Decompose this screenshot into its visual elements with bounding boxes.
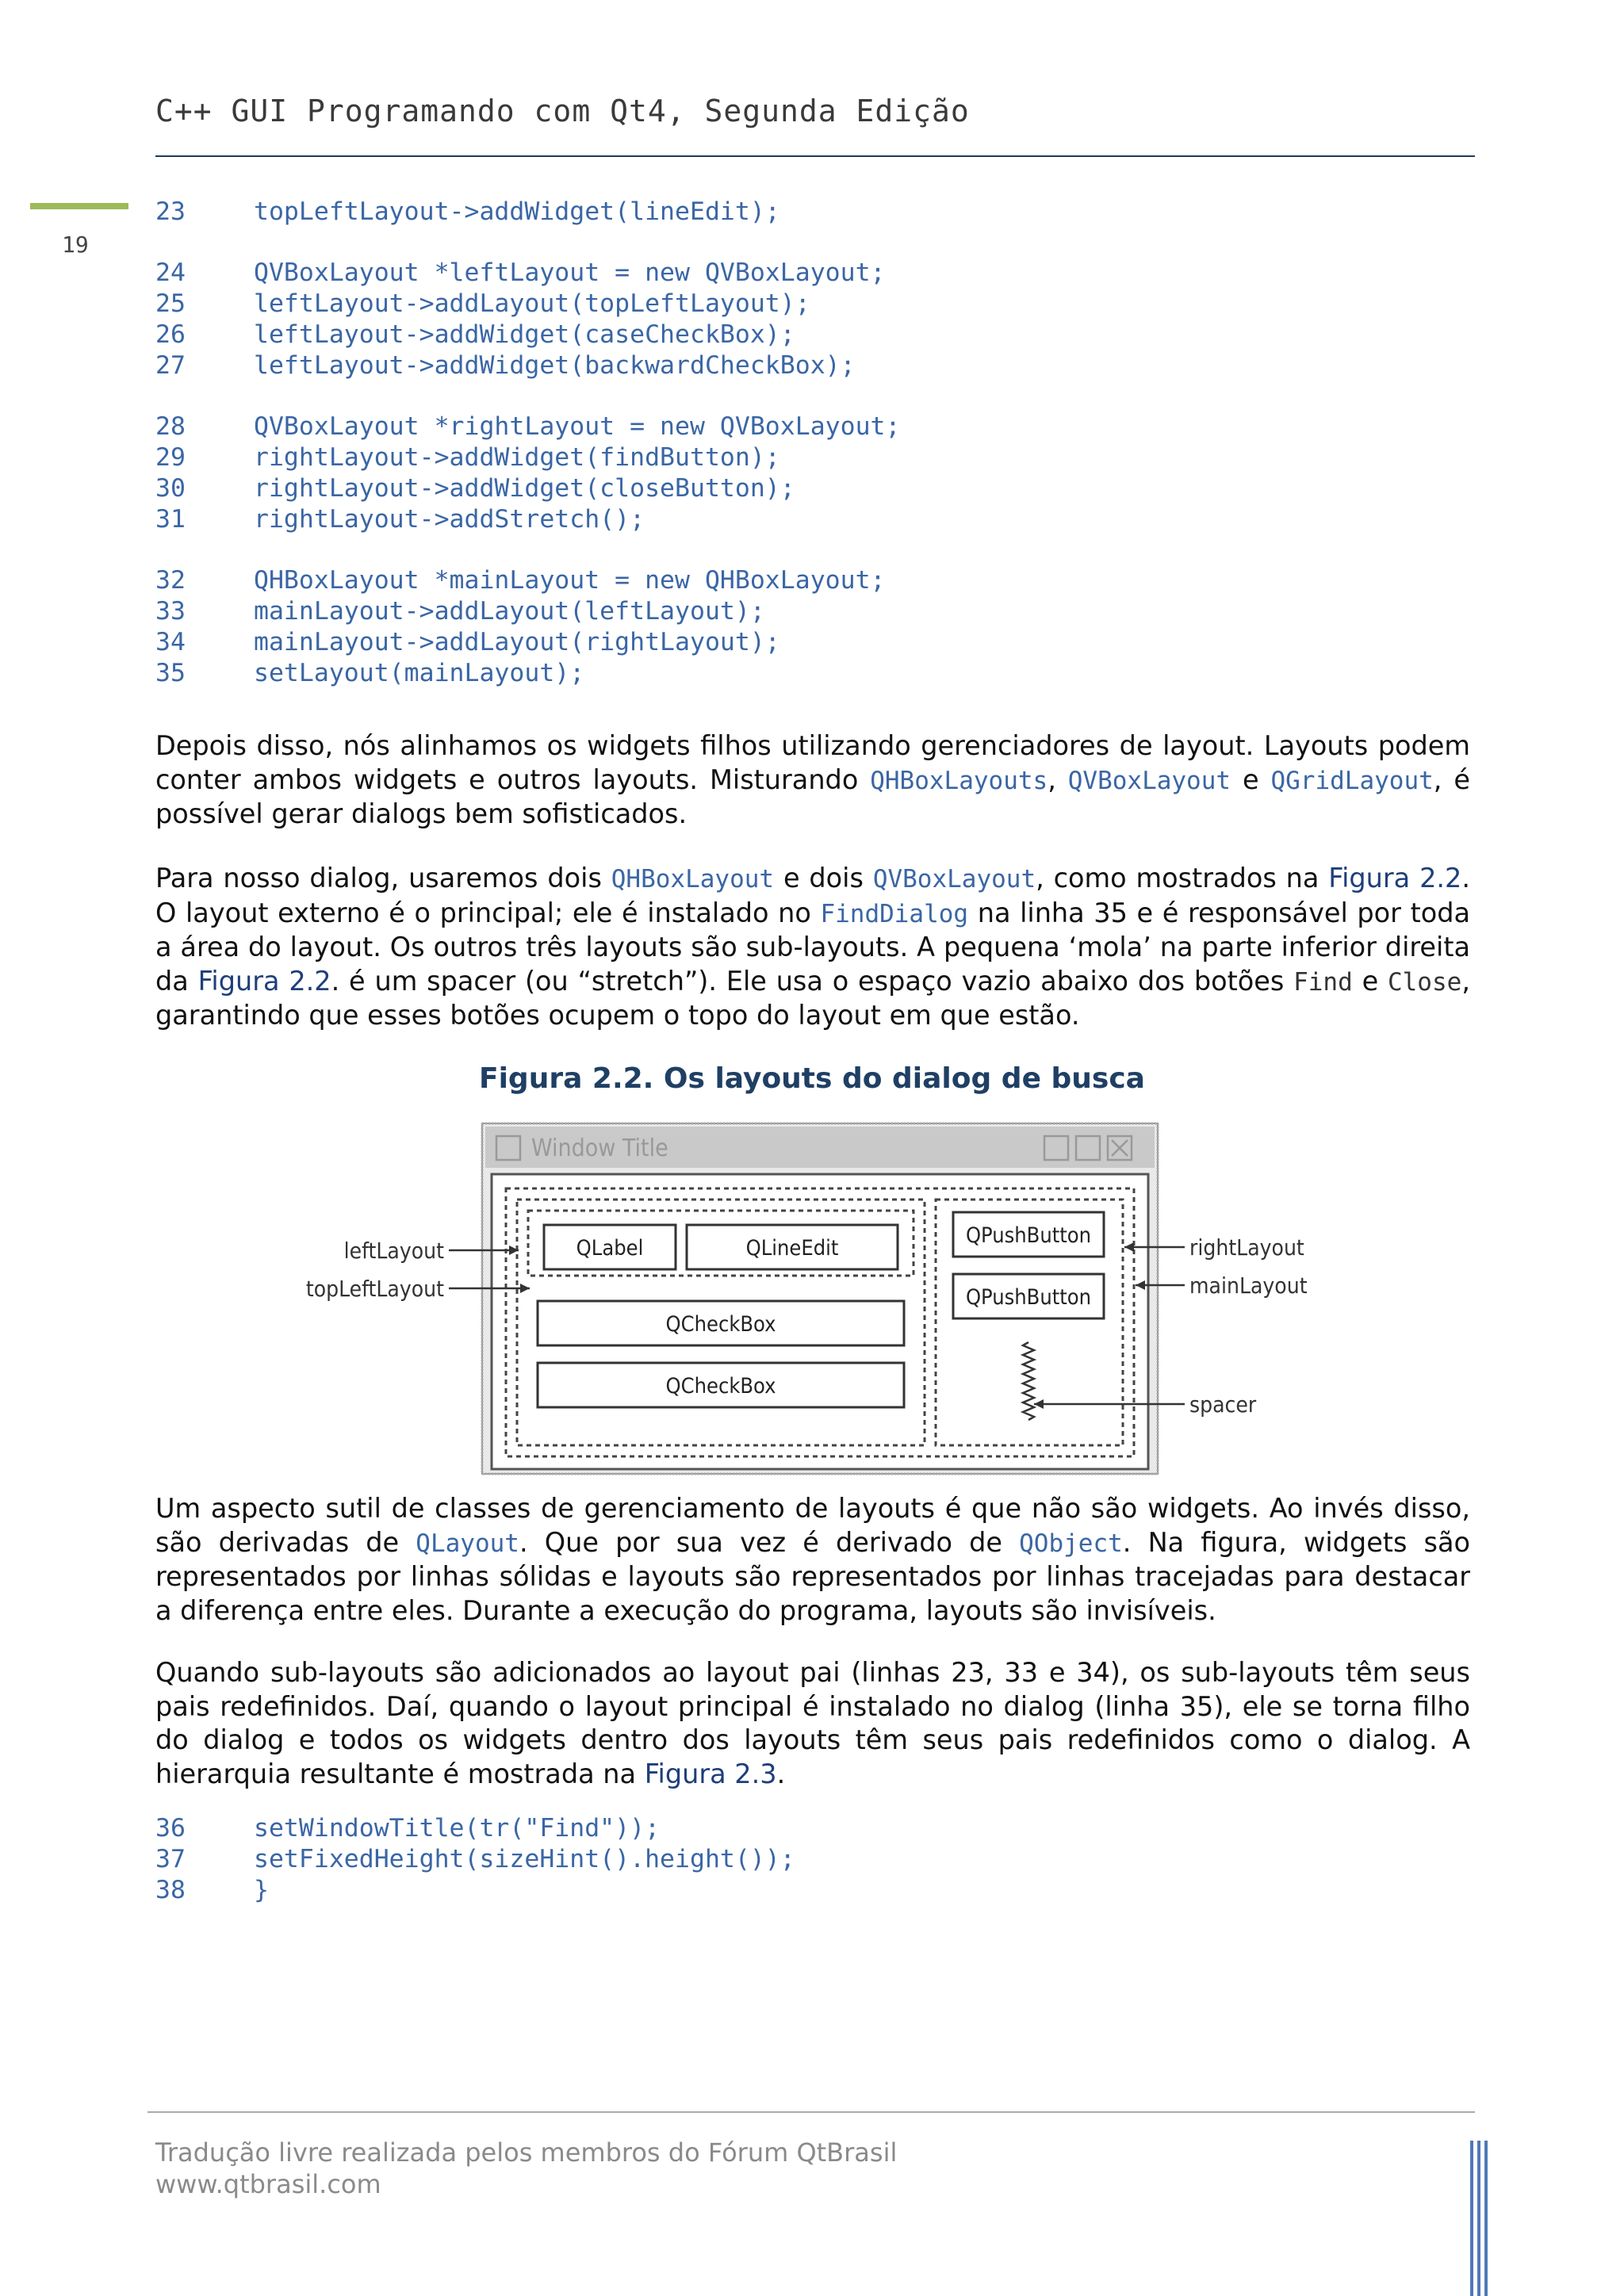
code-line-text: }	[254, 1876, 269, 1904]
qpushbutton-text-1: QPushButton	[965, 1223, 1092, 1248]
code-line	[155, 1844, 795, 1875]
code-line-text: setFixedHeight(sizeHint().height());	[254, 1845, 795, 1873]
inline-code: Close	[1387, 967, 1462, 997]
layout-diagram-figure	[285, 1114, 1332, 1479]
code-line-text: QVBoxLayout *leftLayout = new QVBoxLayout;	[254, 258, 886, 287]
footer-website[interactable]: www.qtbrasil.com	[155, 2169, 381, 2199]
code-line	[155, 289, 900, 320]
text-run: . O layout externo é o principal; ele é instalado no	[155, 863, 1470, 928]
inline-code: QLayout	[416, 1529, 519, 1558]
code-line-number: 23	[155, 197, 186, 226]
figure-caption: Figura 2.2. Os layouts do dialog de busca	[479, 1062, 1145, 1095]
qcheckbox-text-1: QCheckBox	[665, 1312, 776, 1337]
code-line	[155, 1875, 795, 1906]
page-number: 19	[62, 232, 89, 258]
code-line-number: 26	[155, 320, 186, 349]
code-line	[155, 197, 900, 228]
code-line-number: 30	[155, 474, 186, 503]
text-run: . é um spacer (ou “stretch”). Ele usa o espaço vazio abaixo dos botões	[331, 965, 1294, 997]
code-line	[155, 442, 900, 473]
inline-code: QHBoxLayouts	[870, 766, 1048, 795]
text-run: .	[776, 1758, 786, 1789]
footer-bar-3	[1484, 2141, 1488, 2296]
code-line	[155, 1813, 795, 1844]
text-run: e	[1352, 965, 1388, 997]
code-line-text: QHBoxLayout *mainLayout = new QHBoxLayout;	[254, 566, 886, 595]
inline-code: QVBoxLayout	[872, 865, 1036, 894]
page-accent-bar	[30, 203, 128, 209]
code-line-number: 35	[155, 659, 186, 687]
footer-bar-2	[1477, 2141, 1480, 2296]
code-line-number: 32	[155, 566, 186, 595]
figure-link[interactable]: Figura 2.3	[644, 1758, 777, 1789]
page-header-title: C++ GUI Programando com Qt4, Segunda Edição	[155, 94, 970, 128]
layout-diagram	[285, 1114, 1332, 1479]
text-run: . Na figura, widgets são representados por linhas sólidas e layouts são representados por linhas tracejadas para destacar a diferença entre eles. Durante a execução do programa, layouts são invisíveis.	[155, 1526, 1470, 1626]
qlabel-text: QLabel	[576, 1236, 644, 1261]
code-line	[155, 473, 900, 504]
code-line-text: rightLayout->addWidget(findButton);	[254, 443, 780, 472]
qlineedit-text: QLineEdit	[745, 1236, 839, 1261]
text-run: na linha 35 e é responsável por toda a área do layout. Os outros três layouts são sub-layouts. A pequena ‘mola’ na parte inferior direita da	[155, 897, 1470, 997]
text-run: e dois	[774, 863, 873, 894]
code-line-number: 33	[155, 597, 186, 626]
text-run: . Que por sua vez é derivado de	[519, 1526, 1020, 1558]
footer	[155, 2137, 897, 2200]
code-line-number: 24	[155, 258, 186, 287]
inline-code: Find	[1293, 967, 1353, 997]
header-divider	[155, 155, 1475, 157]
inline-code: QVBoxLayout	[1067, 766, 1231, 795]
code-line	[155, 320, 900, 350]
text-run: , é possível gerar dialogs bem sofisticados.	[155, 763, 1470, 829]
code-line-text: rightLayout->addStretch();	[254, 505, 645, 534]
code-line-text: mainLayout->addLayout(leftLayout);	[254, 597, 765, 626]
footer-divider	[147, 2111, 1475, 2113]
code-line-number: 25	[155, 289, 186, 318]
code-line-text: topLeftLayout->addWidget(lineEdit);	[254, 197, 780, 226]
code-line	[155, 350, 900, 381]
code-line	[155, 504, 900, 535]
text-run: Quando sub-layouts são adicionados ao layout pai (linhas 23, 33 e 34), os sub-layouts têm seus pais redefinidos. Daí, quando o layout principal é instalado no dialog (linha 35), ele se torna filho do dialog e todos os widgets dentro dos layouts têm seus pais redefinidos como o dialog. A hierarquia resultante é mostrada na	[155, 1657, 1470, 1789]
code-line	[155, 565, 900, 596]
code-line-number: 27	[155, 351, 186, 380]
code-line-number: 37	[155, 1845, 186, 1873]
label-main-layout: mainLayout	[1189, 1272, 1308, 1299]
qpushbutton-text-2: QPushButton	[965, 1285, 1092, 1310]
code-line-text: mainLayout->addLayout(rightLayout);	[254, 628, 780, 656]
text-run: e	[1231, 763, 1271, 795]
code-line-text: setWindowTitle(tr("Find"));	[254, 1814, 661, 1843]
paragraph-2	[155, 862, 1470, 1033]
inline-code: FindDialog	[820, 899, 969, 928]
code-line-number: 36	[155, 1814, 186, 1843]
code-line-number: 34	[155, 628, 186, 656]
text-run: , como mostrados na	[1036, 863, 1329, 894]
code-line-number: 29	[155, 443, 186, 472]
paragraph-1	[155, 729, 1470, 832]
figure-link[interactable]: Figura 2.2	[1328, 863, 1462, 894]
code-block-1	[155, 197, 900, 689]
inline-code: QObject	[1019, 1529, 1123, 1558]
text-run: , garantindo que esses botões ocupem o topo do layout em que estão.	[155, 965, 1470, 1031]
text-run: Um aspecto sutil de classes de gerenciamento de layouts é que não são widgets. Ao invés disso, são derivadas de	[155, 1493, 1470, 1558]
code-line	[155, 411, 900, 442]
code-line	[155, 627, 900, 658]
footer-bar-1	[1470, 2141, 1473, 2296]
code-line-text: leftLayout->addWidget(caseCheckBox);	[254, 320, 795, 349]
text-run: Depois disso, nós alinhamos os widgets filhos utilizando gerenciadores de layout. Layouts podem conter ambos widgets e outros layouts. Misturando	[155, 730, 1470, 795]
code-line-text: setLayout(mainLayout);	[254, 659, 585, 687]
text-run: ,	[1048, 763, 1068, 795]
label-top-left-layout: topLeftLayout	[305, 1276, 444, 1302]
code-line-number: 28	[155, 412, 186, 441]
code-block-2	[155, 1813, 795, 1906]
code-line-text: rightLayout->addWidget(closeButton);	[254, 474, 795, 503]
code-line	[155, 258, 900, 289]
footer-credit: Tradução livre realizada pelos membros do Fórum QtBrasil	[155, 2137, 898, 2168]
code-line-number: 31	[155, 505, 186, 534]
code-line-number: 38	[155, 1876, 186, 1904]
inline-code: QGridLayout	[1270, 766, 1434, 795]
code-line	[155, 596, 900, 627]
window-title: Window Title	[531, 1135, 668, 1162]
label-spacer: spacer	[1189, 1391, 1257, 1418]
text-run: Para nosso dialog, usaremos dois	[155, 863, 611, 894]
code-line-text: QVBoxLayout *rightLayout = new QVBoxLayout;	[254, 412, 901, 441]
label-right-layout: rightLayout	[1189, 1234, 1304, 1261]
code-line-text: leftLayout->addLayout(topLeftLayout);	[254, 289, 810, 318]
paragraph-3	[155, 1492, 1470, 1628]
inline-code: QHBoxLayout	[611, 865, 775, 894]
code-line-text: leftLayout->addWidget(backwardCheckBox);	[254, 351, 856, 380]
paragraph-4	[155, 1656, 1470, 1791]
figure-link[interactable]: Figura 2.2	[197, 965, 331, 997]
label-left-layout: leftLayout	[343, 1238, 444, 1264]
qcheckbox-text-2: QCheckBox	[665, 1374, 776, 1399]
code-line	[155, 658, 900, 689]
